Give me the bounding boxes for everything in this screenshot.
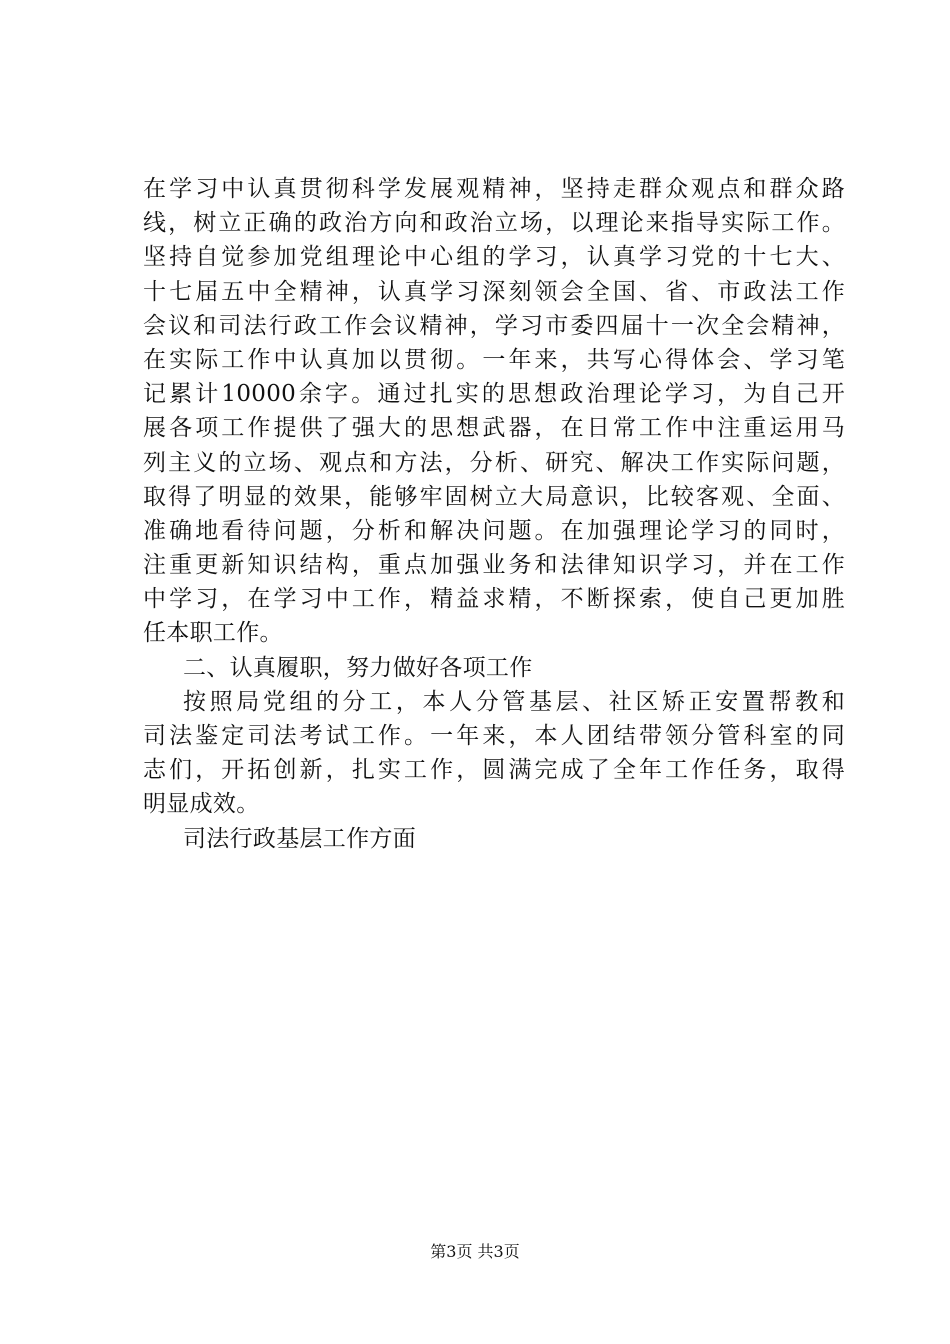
body-line: 志们，开拓创新，扎实工作，圆满完成了全年工作任务，取得 <box>143 757 845 784</box>
body-line: 列主义的立场、观点和方法，分析、研究、解决工作实际问题， <box>143 449 845 476</box>
body-line: 展各项工作提供了强大的思想武器，在日常工作中注重运用马 <box>143 415 845 442</box>
body-line: 注重更新知识结构，重点加强业务和法律知识学习，并在工作 <box>143 552 845 579</box>
body-line: 记累计10000余字。通过扎实的思想政治理论学习，为自己开 <box>143 381 845 408</box>
document-body <box>143 172 845 856</box>
body-line: 十七届五中全精神，认真学习深刻领会全国、省、市政法工作 <box>143 278 845 305</box>
body-line: 按照局党组的分工，本人分管基层、社区矫正安置帮教和 <box>183 688 845 715</box>
subsection-heading: 司法行政基层工作方面 <box>183 825 416 852</box>
body-line: 坚持自觉参加党组理论中心组的学习，认真学习党的十七大、 <box>143 244 845 271</box>
body-line: 司法鉴定司法考试工作。一年来，本人团结带领分管科室的同 <box>143 723 845 749</box>
body-line: 中学习，在学习中工作，精益求精，不断探索，使自己更加胜 <box>143 586 845 613</box>
body-line: 取得了明显的效果，能够牢固树立大局意识，比较客观、全面、 <box>143 483 845 510</box>
body-line: 线，树立正确的政治方向和政治立场，以理论来指导实际工作。 <box>143 210 845 237</box>
page-footer: 第3页 共3页 <box>430 1242 520 1261</box>
body-line: 准确地看待问题，分析和解决问题。在加强理论学习的同时， <box>143 517 845 544</box>
body-line: 在实际工作中认真加以贯彻。一年来，共写心得体会、学习笔 <box>143 346 845 373</box>
body-line: 会议和司法行政工作会议精神，学习市委四届十一次全会精神， <box>143 312 845 339</box>
body-line: 明显成效。 <box>143 791 260 818</box>
body-line: 任本职工作。 <box>143 620 283 647</box>
body-line: 在学习中认真贯彻科学发展观精神，坚持走群众观点和群众路 <box>143 176 845 202</box>
section-heading: 二、认真履职，努力做好各项工作 <box>183 654 533 681</box>
